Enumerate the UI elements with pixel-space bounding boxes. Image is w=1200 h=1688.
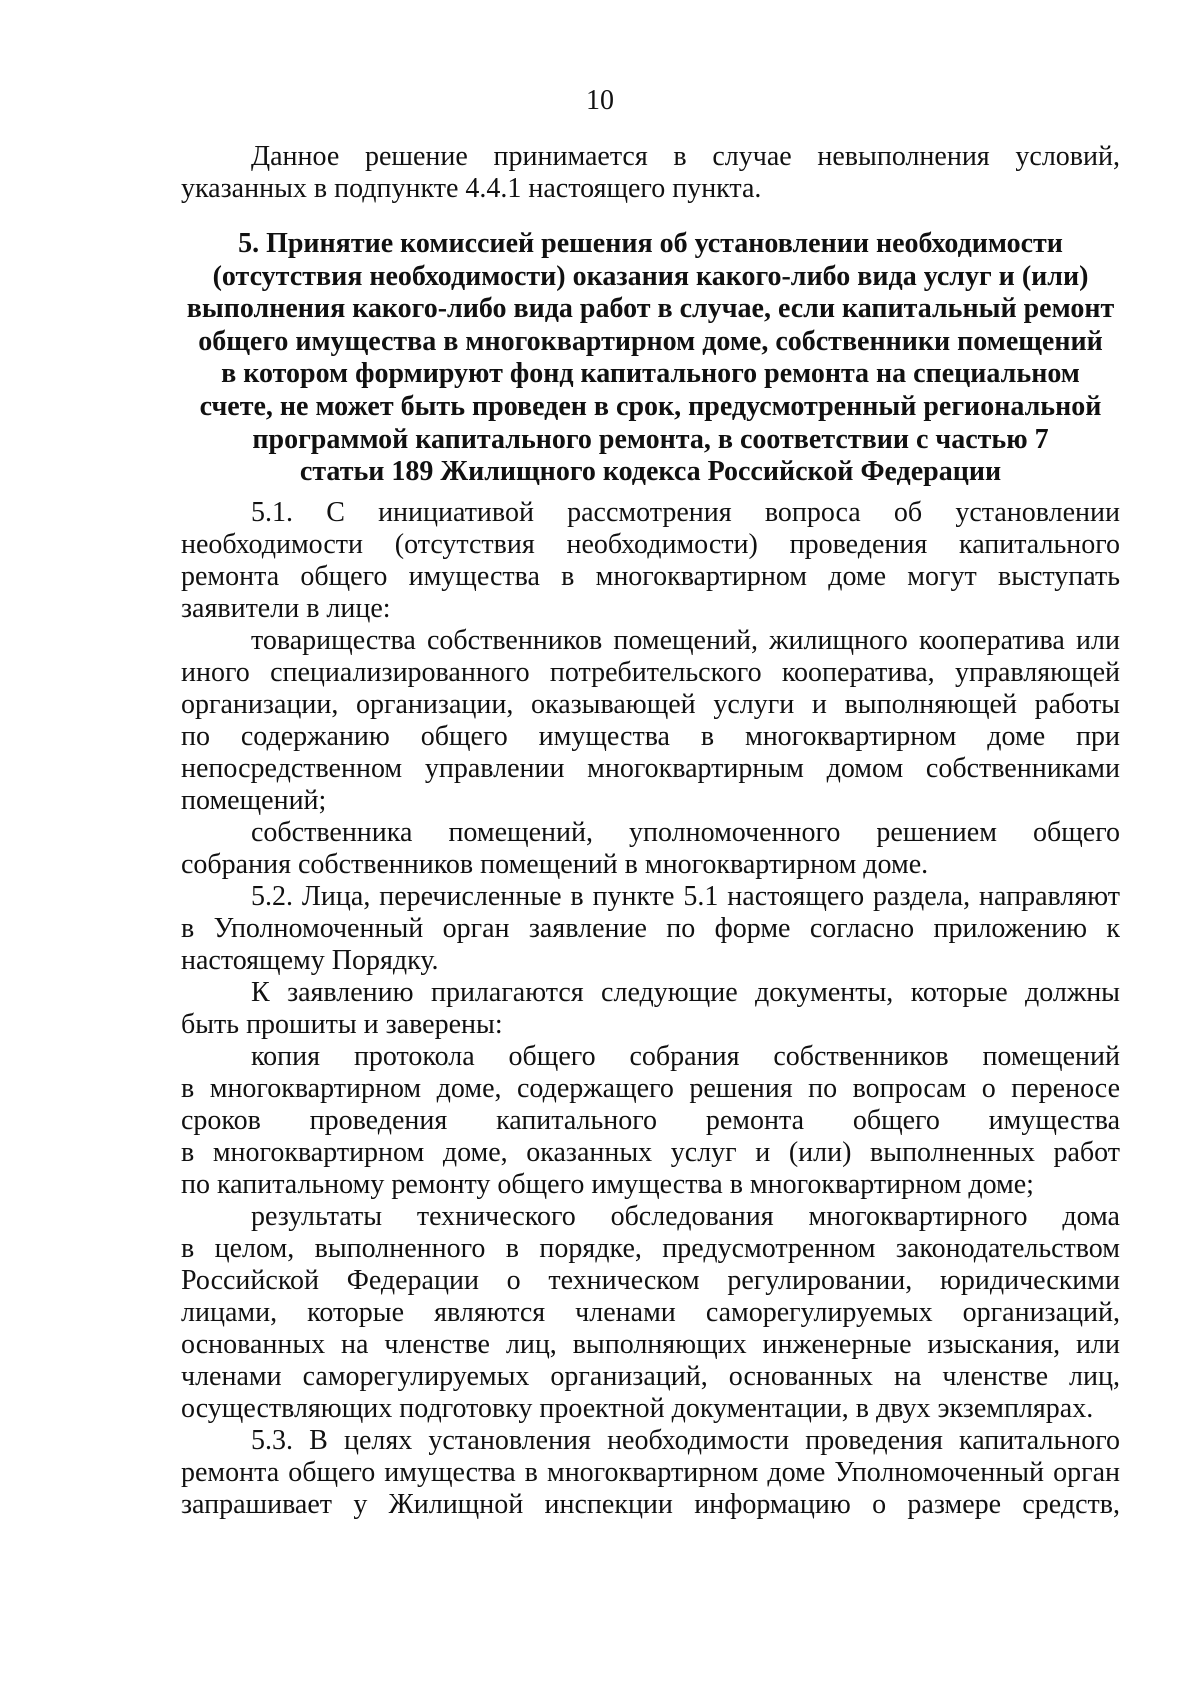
- text-line: основанных на членстве лиц, выполняющих инженерные изыскания, или: [181, 1329, 1120, 1360]
- section-heading: [181, 228, 1120, 489]
- text-line: организации, организации, оказывающей услуги и выполняющей работы: [181, 689, 1120, 720]
- text-line: настоящему Порядку.: [181, 945, 439, 976]
- intro-paragraph: [181, 141, 1120, 205]
- text-line: собрания собственников помещений в многоквартирном доме.: [181, 849, 929, 880]
- text-line: по содержанию общего имущества в многоквартирном доме при: [181, 721, 1120, 752]
- text-line: необходимости (отсутствия необходимости) проведения капитального: [181, 529, 1120, 560]
- text-line: результаты технического обследования многоквартирного дома: [251, 1201, 1120, 1232]
- text-line: ремонта общего имущества в многоквартирном доме Уполномоченный орган: [181, 1457, 1120, 1488]
- text-line: Данное решение принимается в случае невыполнения условий,: [251, 141, 1120, 172]
- text-line: указанных в подпункте 4.4.1 настоящего пункта.: [181, 173, 762, 204]
- text-line: членами саморегулируемых организаций, основанных на членстве лиц,: [181, 1361, 1120, 1392]
- heading-line: счете, не может быть проведен в срок, предусмотренный региональной: [199, 390, 1102, 422]
- text-line: 5.2. Лица, перечисленные в пункте 5.1 настоящего раздела, направляют: [251, 881, 1120, 912]
- text-line: 5.3. В целях установления необходимости проведения капитального: [251, 1425, 1120, 1456]
- text-line: ремонта общего имущества в многоквартирном доме могут выступать: [181, 561, 1120, 592]
- heading-line: (отсутствия необходимости) оказания какого-либо вида услуг и (или): [212, 260, 1089, 292]
- heading-line: выполнения какого-либо вида работ в случае, если капитальный ремонт: [186, 293, 1115, 325]
- text-line: помещений;: [181, 785, 327, 816]
- body-text: [181, 497, 1120, 1521]
- text-line: товарищества собственников помещений, жилищного кооператива или: [251, 625, 1120, 656]
- text-line: по капитальному ремонту общего имущества в многоквартирном доме;: [181, 1169, 1034, 1200]
- text-line: в многоквартирном доме, оказанных услуг и (или) выполненных работ: [181, 1137, 1120, 1168]
- heading-line: 5. Принятие комиссией решения об установлении необходимости: [238, 228, 1063, 259]
- text-line: в многоквартирном доме, содержащего решения по вопросам о переносе: [181, 1073, 1120, 1104]
- text-line: копия протокола общего собрания собственников помещений: [251, 1041, 1120, 1072]
- page-number: 10: [586, 85, 614, 116]
- heading-line: программой капитального ремонта, в соответствии с частью 7: [252, 423, 1049, 455]
- text-line: в целом, выполненного в порядке, предусмотренном законодательством: [181, 1233, 1120, 1264]
- text-line: быть прошиты и заверены:: [181, 1009, 503, 1040]
- text-line: Российской Федерации о техническом регулировании, юридическими: [181, 1265, 1120, 1296]
- text-line: непосредственном управлении многоквартирным домом собственниками: [181, 753, 1120, 784]
- text-line: лицами, которые являются членами саморегулируемых организаций,: [181, 1297, 1120, 1328]
- text-line: заявители в лице:: [181, 593, 391, 624]
- text-line: собственника помещений, уполномоченного решением общего: [251, 817, 1120, 848]
- heading-line: в котором формируют фонд капитального ремонта на специальном: [221, 358, 1080, 390]
- text-line: в Уполномоченный орган заявление по форме согласно приложению к: [181, 913, 1120, 944]
- text-line: 5.1. С инициативой рассмотрения вопроса об установлении: [251, 497, 1120, 528]
- heading-line: статьи 189 Жилищного кодекса Российской Федерации: [299, 456, 1002, 488]
- text-line: К заявлению прилагаются следующие документы, которые должны: [251, 977, 1120, 1008]
- heading-line: общего имущества в многоквартирном доме, собственники помещений: [198, 325, 1103, 357]
- text-line: иного специализированного потребительского кооператива, управляющей: [181, 657, 1120, 688]
- text-line: осуществляющих подготовку проектной документации, в двух экземплярах.: [181, 1393, 1094, 1424]
- text-line: запрашивает у Жилищной инспекции информацию о размере средств,: [181, 1489, 1120, 1520]
- text-line: сроков проведения капитального ремонта общего имущества: [181, 1105, 1120, 1136]
